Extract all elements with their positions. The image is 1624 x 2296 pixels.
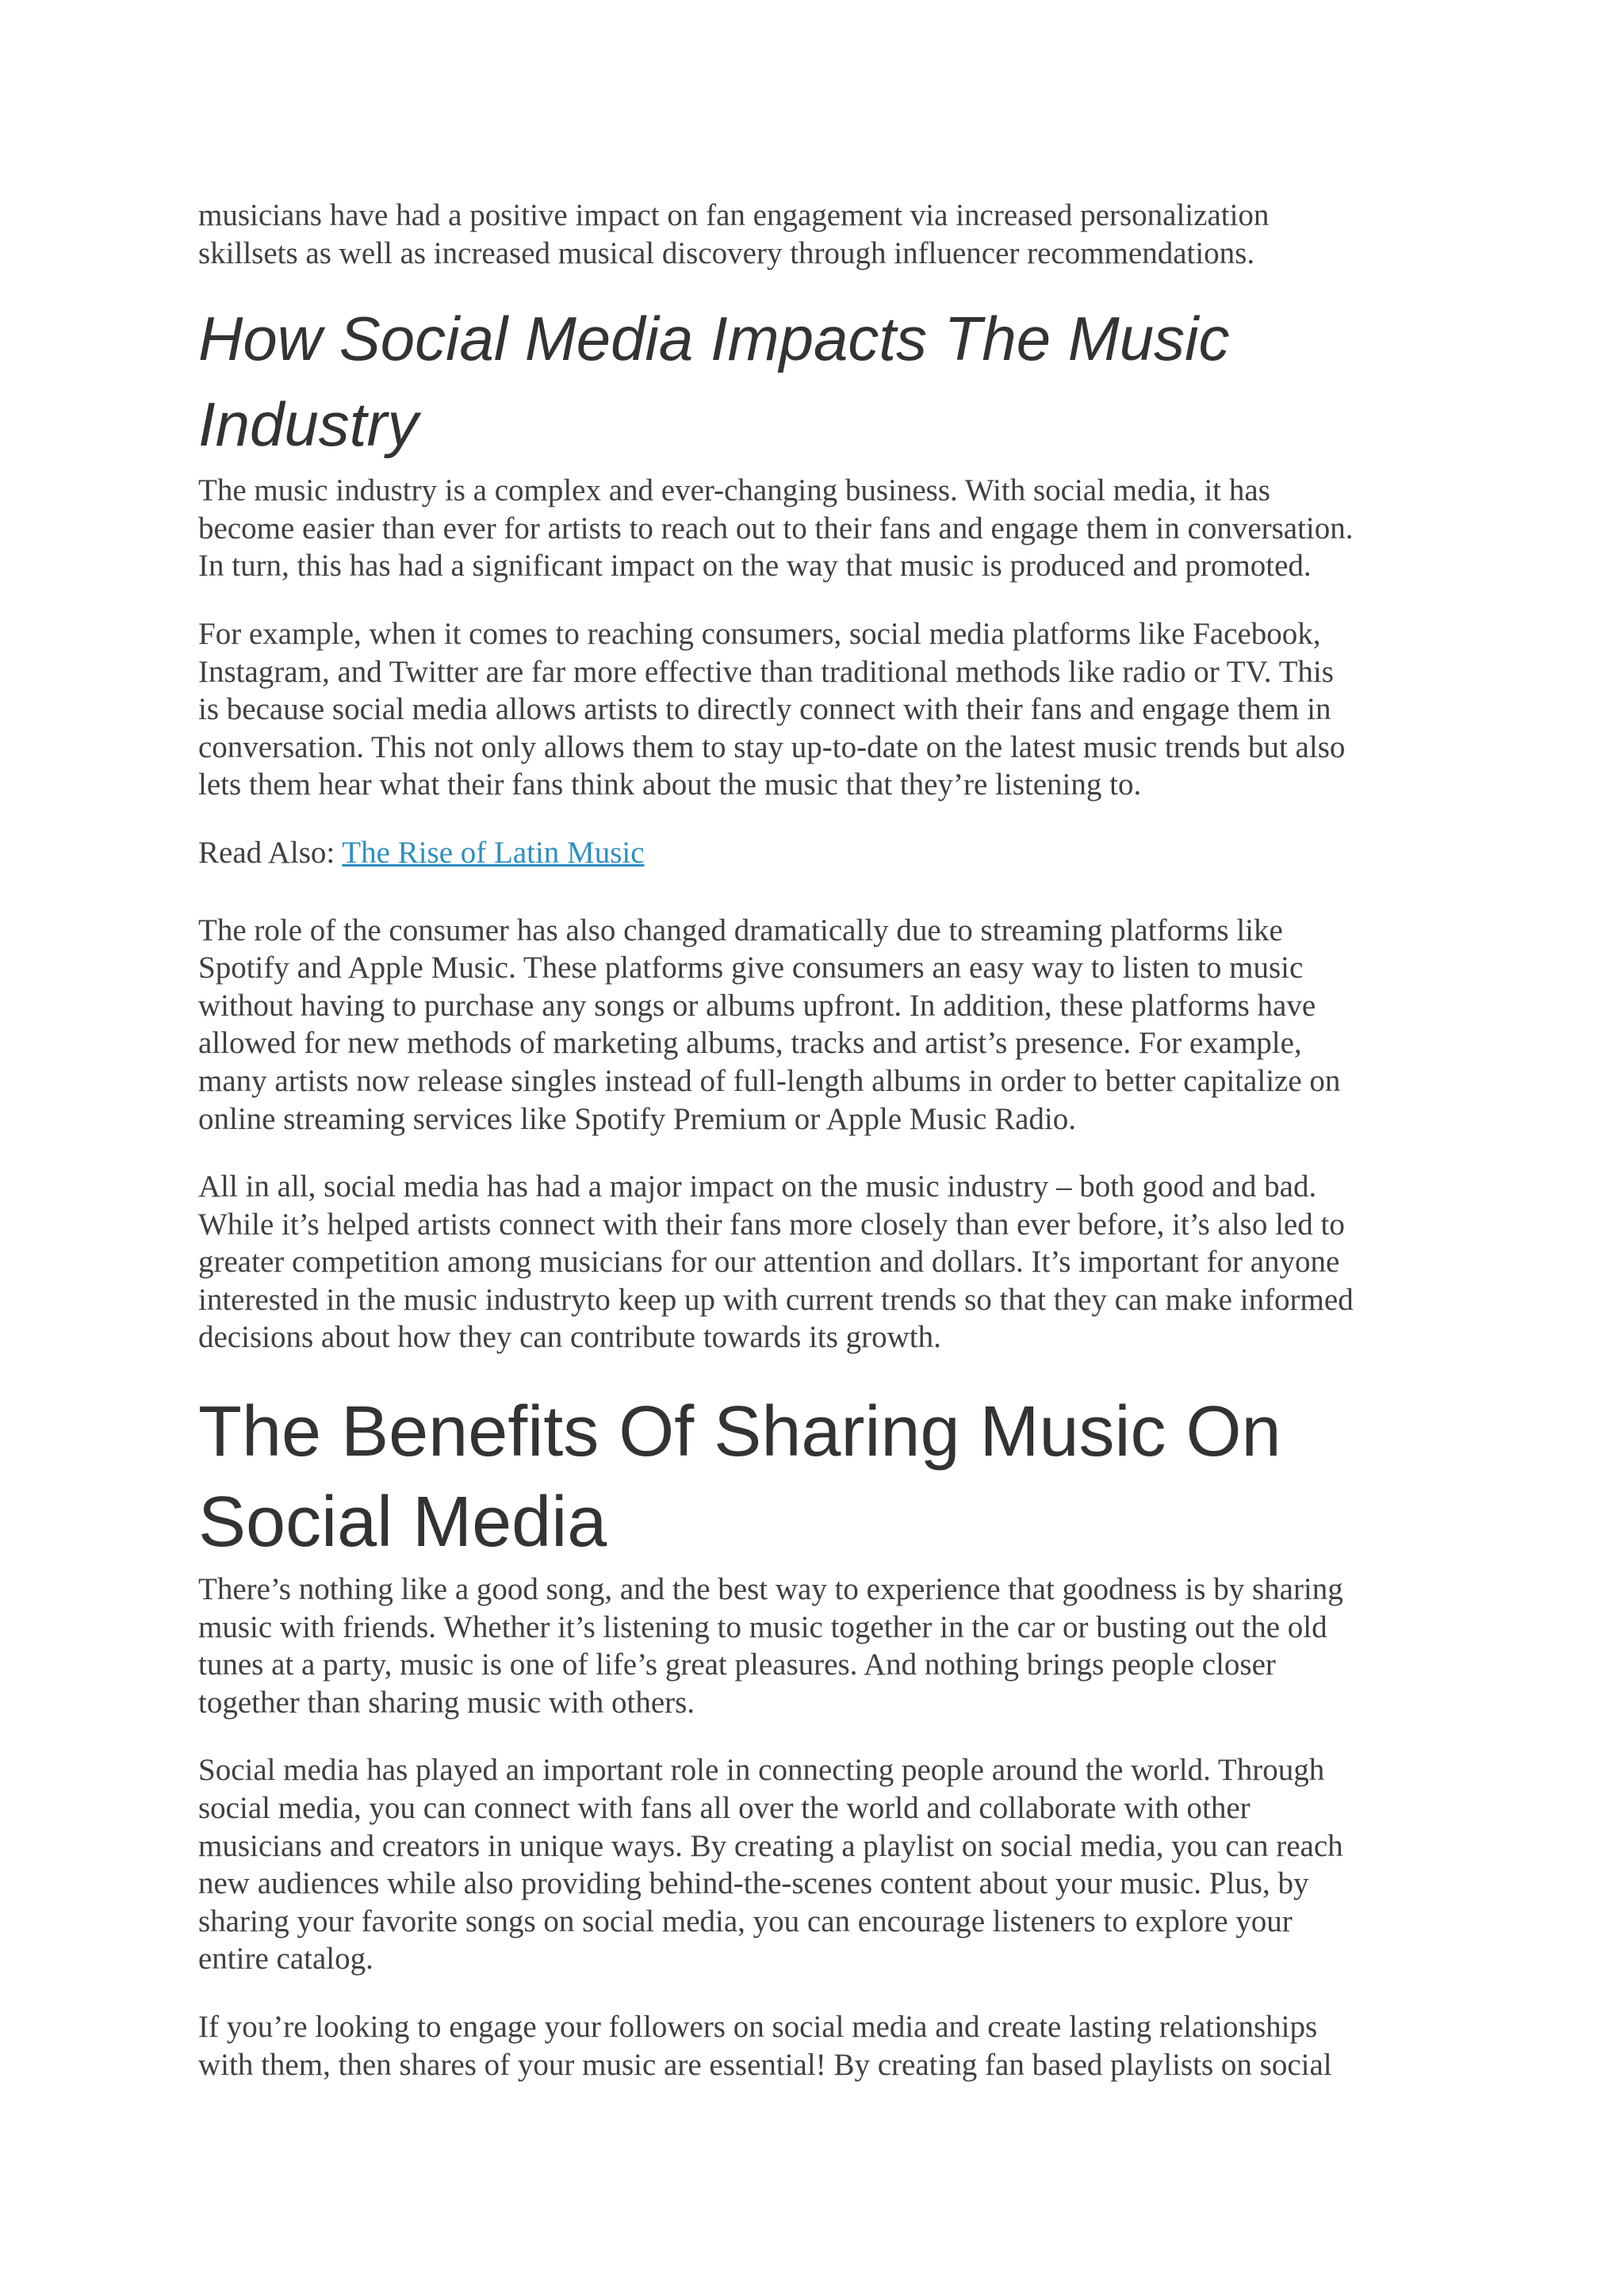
document-page [198,197,1435,2114]
section-heading-benefits-of-sharing: The Benefits Of Sharing Music On Social Media [198,1392,1281,1563]
section1-paragraph-1: The music industry is a complex and ever-changing business. With social media, it has become easier than ever for artists to reach out to their fans and engage them in conversation. In turn, this has had a significant impact on the way that music is produced and promoted. [198,473,1354,584]
section1-paragraph-3: The role of the consumer has also changed dramatically due to streaming platforms like Spotify and Apple Music. These platforms give consumers an easy way to listen to music without having to purchase any songs or albums upfront. In addition, these platforms have allowed for new methods of marketing albums, tracks and artist’s presence. For example, many artists now release singles instead of full-length albums in order to better capitalize on online streaming services like Spotify Premium or Apple Music Radio. [198,913,1341,1136]
section2-paragraph-2: Social media has played an important role in connecting people around the world. Through social media, you can connect with fans all over the world and collaborate with other musicians and creators in unique ways. By creating a playlist on social media, you can reach new audiences while also providing behind-the-scenes content about your music. Plus, by sharing your favorite songs on social media, you can encourage listeners to explore your entire catalog. [198,1753,1343,1976]
section2-paragraph-3: If you’re looking to engage your followers on social media and create lasting relationships with them, then shares of your music are essential! By creating fan based playlists on social [198,2010,1332,2082]
section-heading-social-media-impacts: How Social Media Impacts The Music Industry [198,304,1230,460]
read-also-link[interactable]: The Rise of Latin Music [342,835,645,870]
section2-paragraph-1: There’s nothing like a good song, and the best way to experience that goodness is by sharing music with friends. Whether it’s listening to music together in the car or busting out the old tunes at a party, music is one of life’s great pleasures. And nothing brings people closer together than sharing music with others. [198,1572,1343,1720]
read-also-label: Read Also: [198,835,343,870]
section1-paragraph-4: All in all, social media has had a major impact on the music industry – both good and bad. While it’s helped artists connect with their fans more closely than ever before, it’s also led to greater competition among musicians for our attention and dollars. It’s important for anyone interested in the music industryto keep up with current trends so that they can make informed decisions about how they can contribute towards its growth. [198,1169,1354,1355]
intro-paragraph: musicians have had a positive impact on fan engagement via increased personalization skillsets as well as increased musical discovery through influencer recommendations. [198,198,1270,270]
section1-paragraph-2: For example, when it comes to reaching consumers, social media platforms like Facebook, Instagram, and Twitter are far more effective than traditional methods like radio or TV. This is because social media allows artists to directly connect with their fans and engage them in conversation. This not only allows them to stay up-to-date on the latest music trends but also lets them hear what their fans think about the music that they’re listening to. [198,616,1346,802]
read-also-line [198,834,1435,872]
